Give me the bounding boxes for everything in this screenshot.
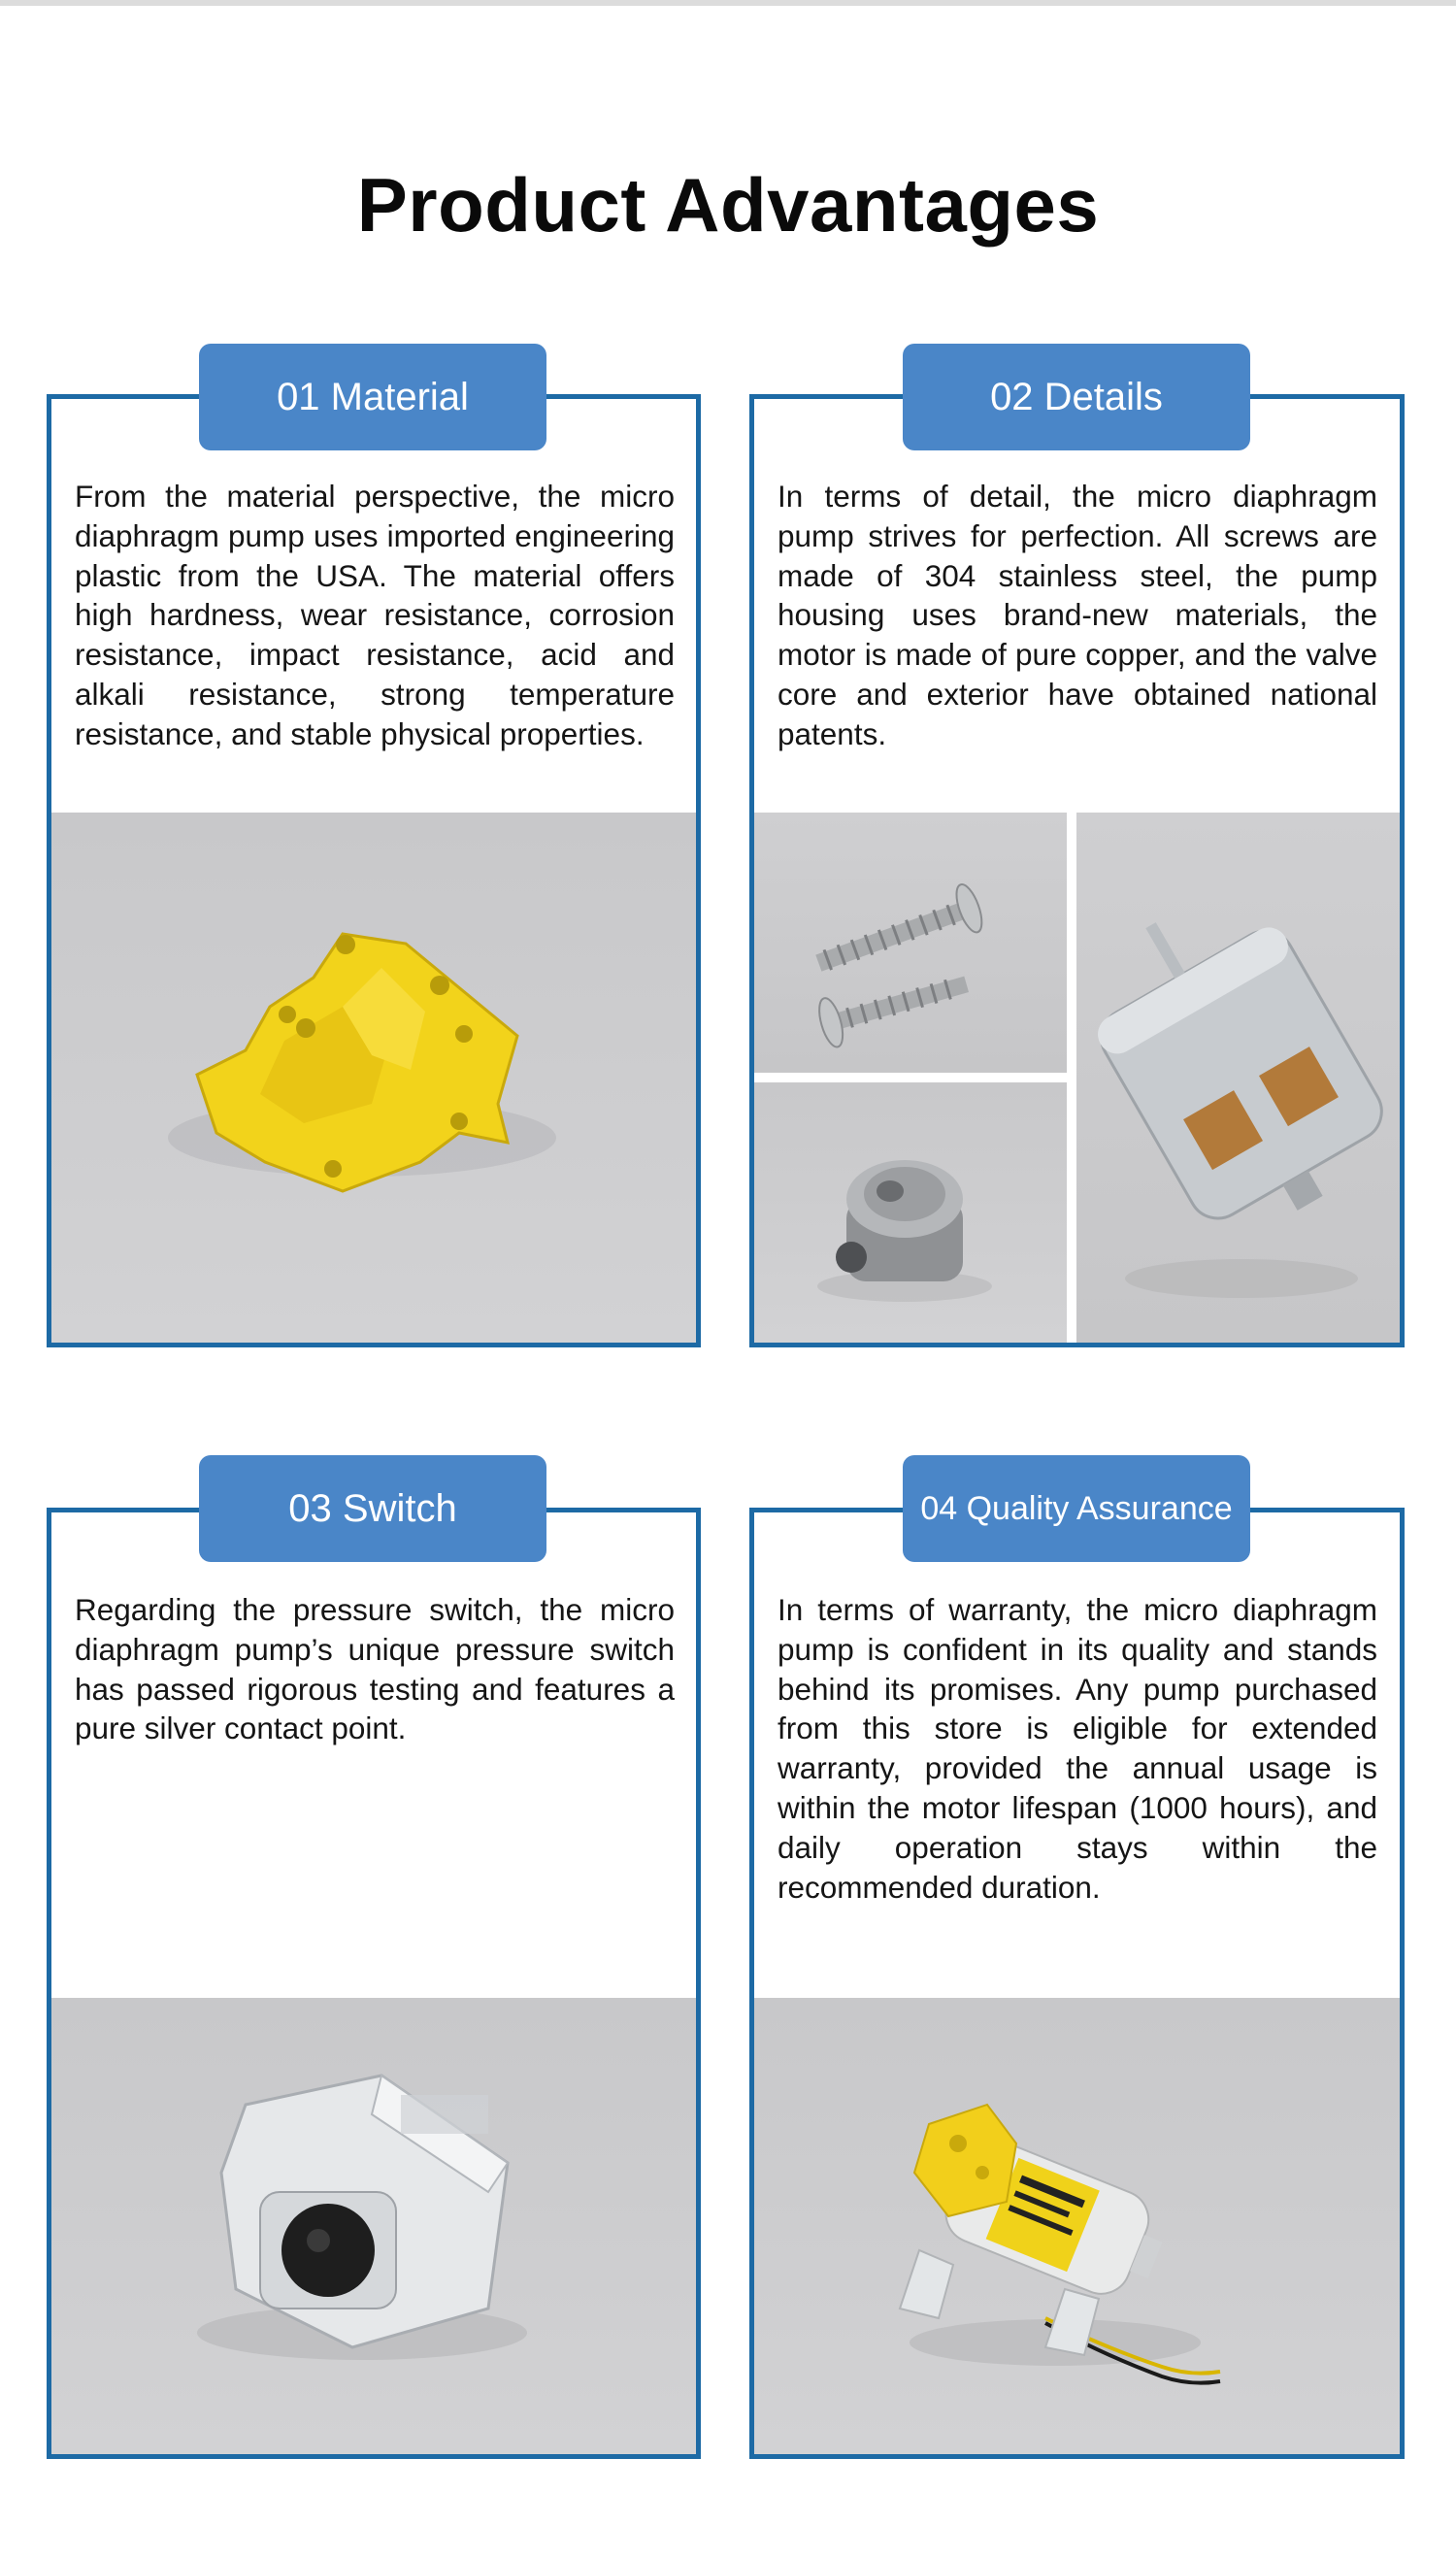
card-material: [47, 394, 701, 1347]
valve-core-photo: [754, 1082, 1067, 1343]
material-description: From the material perspective, the micro diaphragm pump uses imported engineering plastic from the USA. The material offers high hardness, wear resistance, corrosion resistance, impact resistance, acid and alkali resistance, strong temperature resistance, and stable physical properties.: [75, 479, 675, 751]
details-description: In terms of detail, the micro diaphragm pump strives for perfection. All screws are made of 304 stainless steel, the pump housing uses brand-new materials, the motor is made of pure copper, and the valve core and exterior have obtained national patents.: [778, 479, 1377, 751]
tab-material: 01 Material: [199, 344, 546, 450]
page-title: Product Advantages: [356, 162, 1100, 248]
card-quality: [749, 1508, 1405, 2459]
switch-description: Regarding the pressure switch, the micro diaphragm pump’s unique pressure switch has passed rigorous testing and features a pure silver contact point.: [75, 1592, 675, 1746]
stainless-screws-photo: [754, 813, 1067, 1073]
tab-details: 02 Details: [903, 344, 1250, 450]
tab-switch: 03 Switch: [199, 1455, 546, 1562]
tab-quality-assurance: 04 Quality Assurance: [903, 1455, 1250, 1562]
quality-description: In terms of warranty, the micro diaphragm pump is confident in its quality and stands behind its promises. Any pump purchased from this store is eligible for extended warranty, provided the annual usage is within the motor lifespan (1000 hours), and daily operation stays within the recommended duration.: [778, 1592, 1377, 1905]
card-details: [749, 394, 1405, 1347]
yellow-valve-plate-photo: [51, 813, 696, 1343]
diaphragm-pump-photo: [754, 1998, 1400, 2454]
copper-motor-photo: [1076, 813, 1400, 1343]
pressure-switch-photo: [51, 1998, 696, 2454]
card-switch: [47, 1508, 701, 2459]
top-divider: [0, 0, 1456, 6]
